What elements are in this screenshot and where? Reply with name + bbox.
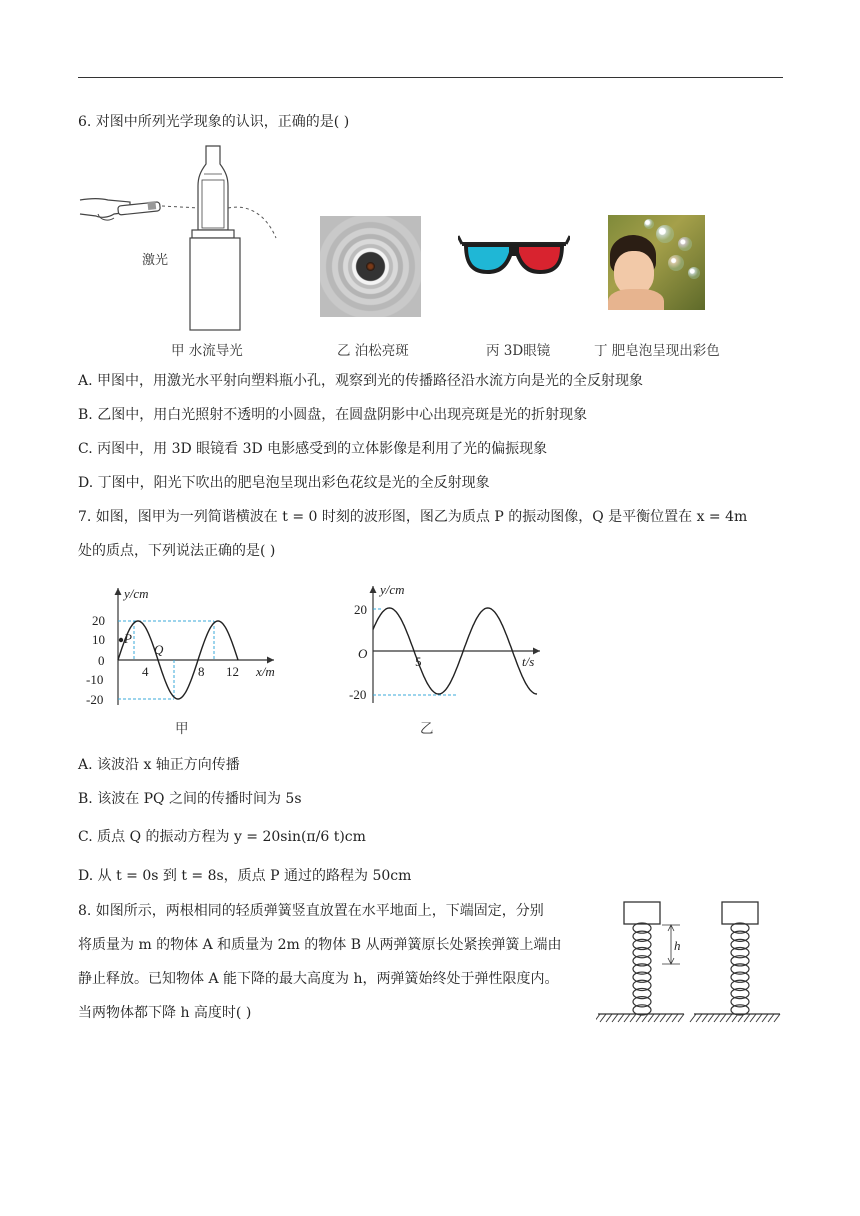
ground-hatch (744, 1014, 750, 1022)
q6-option-b: B. 乙图中，用白光照射不透明的小圆盘，在圆盘阴影中心出现亮斑是光的折射现象 (78, 407, 588, 423)
q8-line4: 当两物体都下降 h 高度时( ) (78, 1005, 252, 1021)
graph-yi-caption: 乙 (420, 721, 434, 737)
bubble (678, 237, 692, 251)
ground-hatch (630, 1014, 636, 1022)
q8-line1: 8. 如图所示，两根相同的轻质弹簧竖直放置在水平地面上，下端固定，分别 (78, 903, 544, 919)
y-axis-label: y/cm (124, 586, 149, 601)
y-tick: -10 (86, 672, 104, 687)
x-tick: 8 (198, 664, 205, 679)
q6-figure-yi (320, 216, 421, 317)
q8-line3: 静止释放。已知物体 A 能下降的最大高度为 h，两弹簧始终处于弹性限度内。 (78, 971, 559, 987)
ground-hatch (666, 1014, 672, 1022)
y-tick: 10 (92, 632, 105, 647)
ground-hatch (596, 1014, 600, 1022)
q7-option-d: D. 从 t = 0s 到 t = 8s，质点 P 通过的路程为 50cm (78, 868, 412, 884)
y-tick: 20 (92, 613, 105, 628)
ground-hatch (732, 1014, 738, 1022)
ground-hatch (612, 1014, 618, 1022)
y-axis-label: y/cm (380, 582, 405, 597)
ground-hatch (702, 1014, 708, 1022)
h-label: h (674, 938, 681, 953)
child-body (608, 289, 664, 310)
q6-option-c: C. 丙图中，用 3D 眼镜看 3D 电影感受到的立体影像是利用了光的偏振现象 (78, 441, 548, 457)
graph-jia (78, 580, 298, 735)
x-tick: 12 (226, 664, 239, 679)
laser-label: 激光 (142, 252, 169, 267)
ground-hatch (690, 1014, 696, 1022)
ground-hatch (600, 1014, 606, 1022)
ground-hatch (768, 1014, 774, 1022)
q6-figure-ding (608, 215, 705, 310)
x-tick: 4 (142, 664, 149, 679)
graph-yi (340, 578, 560, 718)
header-rule (78, 77, 783, 78)
q6-figure-jia (78, 142, 288, 332)
ground-hatch (624, 1014, 630, 1022)
caption-jia: 甲 水流导光 (171, 343, 243, 359)
caption-yi: 乙 泊松亮斑 (337, 343, 409, 359)
graph-jia-caption: 甲 (175, 721, 189, 737)
x-tick: 5 (415, 654, 422, 669)
ground-hatch (750, 1014, 756, 1022)
ground-hatch (672, 1014, 678, 1022)
q6-option-d: D. 丁图中，阳光下吹出的肥皂泡呈现出彩色花纹是光的全反射现象 (78, 475, 490, 491)
caption-bing: 丙 3D眼镜 (486, 343, 551, 359)
ground-hatch (618, 1014, 624, 1022)
q6-figure-bing (458, 232, 570, 288)
bubble (644, 219, 654, 229)
bubble (656, 225, 674, 243)
ground-hatch (696, 1014, 702, 1022)
origin-label: O (358, 646, 368, 661)
q7-stem-line2: 处的质点，下列说法正确的是( ) (78, 543, 276, 559)
q7-option-b: B. 该波在 PQ 之间的传播时间为 5s (78, 791, 302, 807)
ground-hatch (660, 1014, 666, 1022)
ground-hatch (756, 1014, 762, 1022)
y-tick: -20 (349, 687, 367, 702)
block-b (722, 902, 758, 924)
x-axis-label: t/s (522, 654, 535, 669)
point-q-label: Q (154, 642, 164, 657)
ground-hatch (762, 1014, 768, 1022)
y-tick: -20 (86, 692, 104, 707)
y-tick: 20 (354, 602, 367, 617)
ground-hatch (774, 1014, 780, 1022)
q6-option-a: A. 甲图中，用激光水平射向塑料瓶小孔，观察到光的传播路径沿水流方向是光的全反射现象 (78, 373, 644, 389)
q8-spring-figure (596, 898, 786, 1026)
ground-hatch (708, 1014, 714, 1022)
q6-stem: 6. 对图中所列光学现象的认识，正确的是( ) (78, 114, 350, 130)
ground-hatch (654, 1014, 660, 1022)
bubble (668, 255, 684, 271)
point-p-marker (119, 638, 123, 642)
block-a (624, 902, 660, 924)
q7-option-a: A. 该波沿 x 轴正方向传播 (78, 757, 240, 773)
ground-hatch (678, 1014, 684, 1022)
ground-hatch (726, 1014, 732, 1022)
ground-hatch (648, 1014, 654, 1022)
point-p-label: P (124, 631, 132, 646)
y-tick: 0 (98, 653, 105, 668)
x-axis-label: x/m (256, 664, 275, 679)
q8-line2: 将质量为 m 的物体 A 和质量为 2m 的物体 B 从两弹簧原长处紧挨弹簧上端由 (78, 937, 562, 953)
bright-spot (366, 262, 375, 271)
bubble (688, 267, 700, 279)
q7-option-c: C. 质点 Q 的振动方程为 y = 20sin(π/6 t)cm (78, 829, 366, 845)
q7-stem-line1: 7. 如图，图甲为一列简谐横波在 t = 0 时刻的波形图，图乙为质点 P 的振动图像，Q 是平衡位置在 x = 4m (78, 509, 748, 525)
ground-hatch (714, 1014, 720, 1022)
caption-ding: 丁 肥皂泡呈现出彩色 (594, 343, 720, 359)
ground-hatch (720, 1014, 726, 1022)
ground-hatch (606, 1014, 612, 1022)
